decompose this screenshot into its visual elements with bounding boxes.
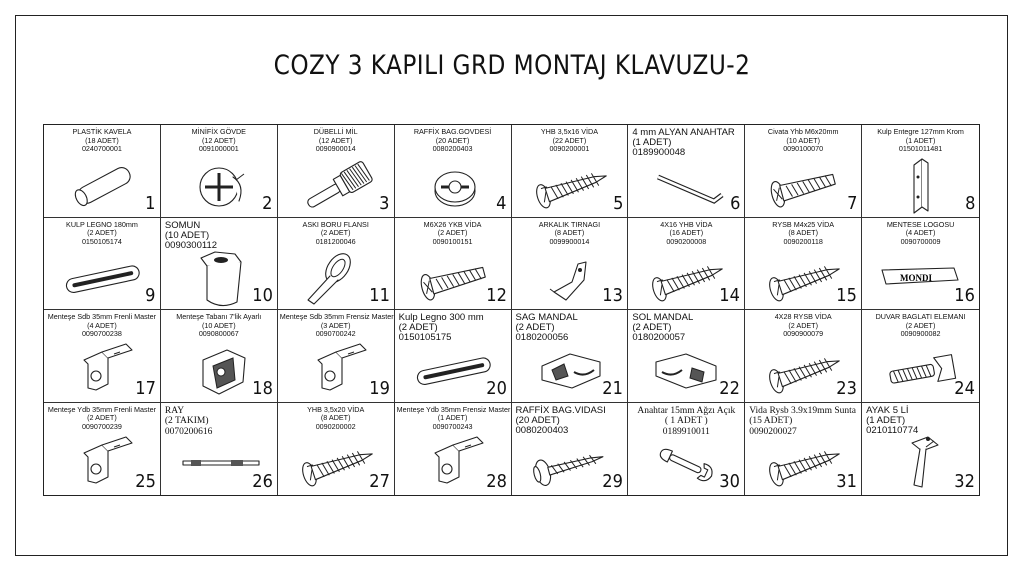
part-code: 0150105175 — [398, 332, 452, 344]
part-number: 31 — [836, 471, 858, 492]
part-cell — [395, 403, 512, 496]
part-name: SOL MANDAL — [632, 312, 694, 323]
part-number: 26 — [252, 471, 273, 492]
part-code: 0180200056 — [515, 332, 569, 344]
part-cell — [395, 310, 512, 403]
part-label — [280, 128, 392, 154]
part-number: 9 — [145, 285, 156, 306]
part-name: DUVAR BAGLATI ELEMANI — [875, 312, 966, 321]
part-name: Menteşe Ydb 35mm Frenli Master — [47, 404, 156, 414]
part-code: 0090900082 — [900, 329, 941, 339]
part-code: 0090200001 — [549, 144, 590, 154]
part-label — [747, 128, 859, 154]
part-label — [864, 128, 977, 154]
part-name: Menteşe Ydb 35mm Frensiz Master — [396, 404, 511, 414]
part-number: 11 — [369, 285, 390, 306]
part-name: ARKALIK TIRNAGI — [538, 219, 601, 229]
part-name: Menteşe Sdb 35mm Frenli Master — [47, 312, 157, 321]
part-code: 0090700243 — [432, 421, 473, 431]
part-name: Kulp Entegre 127mm Krom — [877, 127, 964, 136]
part-code: 01501011481 — [898, 144, 943, 154]
part-quantity: (8 ADET) — [788, 228, 818, 238]
part-code: 0090200008 — [666, 236, 707, 246]
part-quantity: (4 ADET) — [905, 228, 936, 238]
part-cell — [862, 218, 979, 311]
part-code: 0091000001 — [198, 144, 239, 154]
part-quantity: (16 ADET) — [669, 228, 704, 238]
part-cell — [44, 125, 161, 218]
part-code: 0090900079 — [783, 329, 824, 339]
part-cell — [44, 310, 161, 403]
part-quantity: ( 1 ADET ) — [664, 416, 708, 426]
part-cell — [278, 218, 395, 311]
part-name: RAFFİX BAG.GOVDESİ — [413, 127, 492, 136]
part-cell — [628, 218, 745, 311]
part-name: MİNİFİX GÖVDE — [191, 127, 246, 136]
part-label — [632, 313, 742, 344]
part-number: 21 — [602, 377, 624, 399]
part-quantity: (10 ADET) — [164, 229, 210, 241]
part-name: YHB 3,5x16 VİDA — [540, 127, 598, 136]
part-code: 0090200002 — [315, 421, 356, 431]
part-number: 25 — [135, 471, 156, 492]
part-quantity: (1 ADET) — [632, 137, 672, 149]
part-code: 0090700238 — [81, 329, 122, 339]
part-cell — [512, 403, 629, 496]
part-number: 19 — [369, 377, 390, 399]
part-number: 17 — [135, 377, 156, 399]
part-label — [46, 128, 158, 154]
part-code: 0080200403 — [432, 144, 473, 154]
part-quantity: (12 ADET) — [202, 135, 236, 145]
part-name: 4X16 YHB VİDA — [660, 219, 713, 229]
part-cell — [862, 403, 979, 496]
part-name: 4 mm ALYAN ANAHTAR — [632, 127, 735, 138]
part-quantity: (12 ADET) — [318, 135, 353, 145]
part-quantity: (2 ADET) — [398, 322, 438, 334]
part-cell — [862, 125, 979, 218]
part-code: 0070200616 — [164, 426, 213, 437]
part-quantity: (3 ADET) — [320, 320, 351, 330]
part-quantity: (20 ADET) — [515, 414, 560, 426]
part-cell — [161, 218, 278, 311]
parts-grid — [43, 124, 980, 496]
part-number: 4 — [496, 192, 507, 214]
part-quantity: (2 ADET) — [437, 228, 468, 238]
part-code: 0090700239 — [81, 421, 122, 431]
part-name: SAG MANDAL — [515, 312, 578, 323]
part-name: Menteşe Sdb 35mm Frensiz Master — [279, 312, 394, 321]
part-cell — [745, 310, 862, 403]
part-name: Civata Yhb M6x20mm — [767, 127, 839, 136]
part-cell — [628, 403, 745, 496]
part-name: DÜBELLİ MİL — [313, 127, 358, 136]
part-cell — [512, 310, 629, 403]
part-name: PLASTİK KAVELA — [72, 127, 132, 136]
part-label — [864, 221, 977, 247]
part-label — [163, 128, 275, 154]
part-label — [165, 221, 275, 252]
part-code: 0189900048 — [632, 147, 686, 159]
part-number: 13 — [602, 285, 624, 306]
part-code: 0210110774 — [866, 424, 919, 436]
part-code: 0090200027 — [749, 426, 797, 437]
part-number: 22 — [719, 377, 741, 399]
part-label — [46, 313, 158, 339]
part-name: M6X26 YKB VİDA — [423, 219, 482, 229]
part-label — [747, 313, 859, 339]
part-name: 4X28 RYSB VİDA — [774, 312, 832, 321]
mondi-logo-text: MONDI — [900, 272, 933, 283]
part-code: 0240700001 — [81, 144, 122, 154]
part-number: 20 — [485, 377, 507, 399]
part-code: 0090200118 — [783, 236, 823, 246]
part-code: 0150105174 — [81, 236, 122, 246]
part-code: 0090800067 — [198, 329, 239, 339]
part-label — [280, 406, 392, 432]
part-number: 16 — [954, 285, 975, 306]
part-name: Anahtar 15mm Ağzı Açık — [637, 405, 736, 416]
part-number: 12 — [485, 285, 507, 306]
part-label — [46, 221, 158, 247]
part-name: SOMUN — [164, 219, 201, 231]
part-number: 8 — [964, 192, 975, 214]
part-cell — [512, 218, 629, 311]
part-cell — [44, 403, 161, 496]
part-code: 0189910011 — [662, 426, 710, 437]
part-label — [397, 406, 509, 432]
part-label — [280, 313, 392, 339]
part-code: 0090900014 — [315, 144, 356, 154]
part-label — [397, 128, 509, 154]
part-cell — [745, 125, 862, 218]
part-number: 6 — [729, 192, 741, 214]
part-number: 1 — [145, 192, 156, 214]
part-label — [516, 313, 626, 344]
part-quantity: (1 ADET) — [866, 414, 906, 426]
part-code: 0090100151 — [432, 236, 473, 246]
part-name: YHB 3,5x20 VİDA — [307, 404, 365, 414]
part-name: MENTESE LOGOSU — [886, 219, 955, 229]
part-quantity: (8 ADET) — [554, 228, 585, 238]
part-number: 30 — [719, 471, 741, 492]
part-cell — [161, 403, 278, 496]
part-cell — [278, 125, 395, 218]
part-number: 14 — [719, 285, 741, 306]
part-cell — [862, 310, 979, 403]
part-label — [514, 221, 626, 247]
part-cell — [512, 125, 629, 218]
part-name: KULP LEGNO 180mm — [66, 219, 138, 229]
part-code: 0090100070 — [783, 144, 824, 154]
part-quantity: (8 ADET) — [320, 413, 351, 423]
part-quantity: (2 ADET) — [515, 322, 555, 334]
part-number: 27 — [369, 471, 390, 492]
part-quantity: (2 ADET) — [905, 320, 936, 330]
part-cell — [278, 403, 395, 496]
part-label — [632, 128, 742, 159]
part-code: 0090700009 — [900, 236, 941, 246]
part-code: 0099900014 — [549, 236, 590, 246]
part-cell — [395, 218, 512, 311]
part-number: 7 — [846, 192, 858, 214]
part-quantity: (22 ADET) — [552, 135, 587, 145]
part-quantity: (2 ADET) — [87, 228, 117, 238]
part-quantity: (10 ADET) — [202, 320, 236, 330]
part-label — [864, 313, 977, 339]
part-quantity: (2 ADET) — [320, 228, 351, 238]
part-code: 0080200403 — [515, 424, 569, 436]
part-cell — [745, 403, 862, 496]
part-quantity: (2 TAKIM) — [164, 416, 209, 426]
part-name: RYSB M4x25 VİDA — [772, 219, 835, 229]
part-quantity: (4 ADET) — [87, 320, 117, 330]
part-label — [280, 221, 392, 247]
part-number: 15 — [836, 285, 858, 306]
part-label — [630, 406, 742, 438]
part-name: AYAK 5 Lİ — [866, 404, 909, 416]
part-cell — [628, 125, 745, 218]
part-code: 0090300112 — [164, 239, 218, 251]
part-number: 28 — [485, 471, 507, 492]
part-quantity: (1 ADET) — [437, 413, 468, 423]
part-cell — [745, 218, 862, 311]
part-label — [747, 221, 859, 247]
part-cell — [161, 125, 278, 218]
part-cell — [161, 310, 278, 403]
part-number: 10 — [252, 285, 273, 306]
part-cell — [278, 310, 395, 403]
part-number: 29 — [602, 471, 624, 492]
part-label — [46, 406, 158, 432]
part-quantity: (2 ADET) — [632, 322, 672, 334]
part-number: 2 — [262, 192, 273, 214]
part-label — [163, 313, 275, 339]
part-number: 23 — [836, 377, 858, 399]
part-number: 18 — [252, 377, 273, 399]
part-number: 3 — [379, 192, 390, 214]
part-label — [866, 406, 977, 437]
part-quantity: (10 ADET) — [786, 135, 820, 145]
part-code: 0090700242 — [315, 329, 356, 339]
page-title: COZY 3 KAPILI GRD MONTAJ KLAVUZU-2 — [273, 50, 751, 81]
part-number: 32 — [954, 471, 975, 492]
part-cell — [44, 218, 161, 311]
part-label — [516, 406, 626, 437]
part-number: 24 — [954, 377, 975, 399]
part-name: Menteşe Tabanı 7'lik Ayarlı — [176, 312, 262, 321]
part-quantity: (1 ADET) — [905, 135, 936, 145]
part-label — [630, 221, 742, 247]
part-quantity: (18 ADET) — [85, 135, 119, 145]
part-name: ASKI BORU FLANSI — [302, 219, 369, 229]
part-label — [749, 406, 859, 438]
part-label — [165, 406, 275, 438]
part-label — [397, 221, 509, 247]
part-number: 5 — [613, 192, 624, 214]
part-quantity: (2 ADET) — [87, 413, 117, 423]
part-quantity: (15 ADET) — [749, 416, 793, 426]
part-name: Vida Rysb 3.9x19mm Sunta — [749, 405, 856, 416]
part-label — [399, 313, 509, 344]
part-cell — [628, 310, 745, 403]
part-code: 0180200057 — [632, 332, 686, 344]
part-code: 0181200046 — [315, 236, 356, 246]
part-name: RAY — [164, 405, 185, 416]
part-cell — [395, 125, 512, 218]
part-quantity: (20 ADET) — [435, 135, 470, 145]
part-name: RAFFİX BAG.VIDASI — [515, 404, 606, 416]
part-label — [514, 128, 626, 154]
part-quantity: (2 ADET) — [788, 320, 818, 330]
part-name: Kulp Legno 300 mm — [398, 312, 484, 323]
